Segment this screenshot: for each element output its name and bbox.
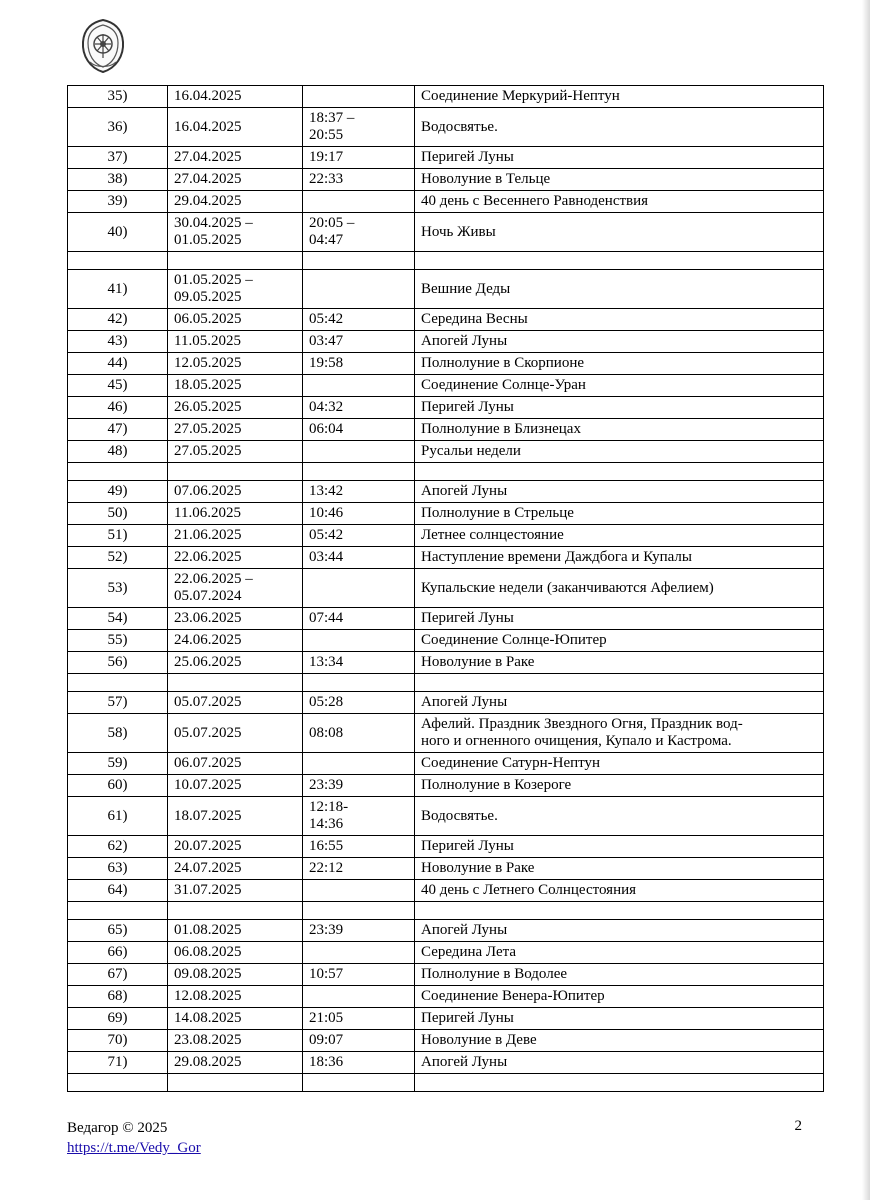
cell-number: 53) xyxy=(68,569,168,608)
cell-time: 13:34 xyxy=(303,652,415,674)
cell-event: Соединение Солнце-Уран xyxy=(415,375,824,397)
table-row xyxy=(68,608,824,630)
cell-number xyxy=(68,1074,168,1092)
cell-number: 58) xyxy=(68,714,168,753)
cell-date: 26.05.2025 xyxy=(168,397,303,419)
cell-date: 21.06.2025 xyxy=(168,525,303,547)
table-row xyxy=(68,525,824,547)
page-edge xyxy=(862,0,870,1200)
cell-event: Полнолуние в Близнецах xyxy=(415,419,824,441)
cell-event xyxy=(415,463,824,481)
cell-date: 18.07.2025 xyxy=(168,797,303,836)
cell-event: Апогей Луны xyxy=(415,481,824,503)
cell-event: Новолуние в Тельце xyxy=(415,169,824,191)
cell-number: 56) xyxy=(68,652,168,674)
cell-time xyxy=(303,569,415,608)
cell-number: 50) xyxy=(68,503,168,525)
cell-number: 54) xyxy=(68,608,168,630)
cell-date: 01.08.2025 xyxy=(168,920,303,942)
table-row xyxy=(68,630,824,652)
cell-date: 16.04.2025 xyxy=(168,108,303,147)
table-row xyxy=(68,331,824,353)
table-row xyxy=(68,964,824,986)
cell-time: 03:47 xyxy=(303,331,415,353)
cell-number: 69) xyxy=(68,1008,168,1030)
table-row xyxy=(68,920,824,942)
cell-date: 01.05.2025 – 09.05.2025 xyxy=(168,270,303,309)
cell-event: Новолуние в Раке xyxy=(415,652,824,674)
cell-date: 25.06.2025 xyxy=(168,652,303,674)
table-row xyxy=(68,353,824,375)
table-row xyxy=(68,714,824,753)
cell-event: Перигей Луны xyxy=(415,836,824,858)
cell-event: Ночь Живы xyxy=(415,213,824,252)
cell-event xyxy=(415,674,824,692)
table-row xyxy=(68,397,824,419)
cell-date: 16.04.2025 xyxy=(168,86,303,108)
table-row xyxy=(68,902,824,920)
table-row xyxy=(68,1030,824,1052)
cell-date xyxy=(168,252,303,270)
cell-event: Полнолуние в Водолее xyxy=(415,964,824,986)
cell-event: Наступление времени Даждбога и Купалы xyxy=(415,547,824,569)
cell-date: 07.06.2025 xyxy=(168,481,303,503)
cell-time: 22:33 xyxy=(303,169,415,191)
cell-number: 57) xyxy=(68,692,168,714)
cell-time xyxy=(303,270,415,309)
cell-time: 18:36 xyxy=(303,1052,415,1074)
cell-number: 51) xyxy=(68,525,168,547)
cell-date: 09.08.2025 xyxy=(168,964,303,986)
cell-time: 05:42 xyxy=(303,525,415,547)
cell-date: 14.08.2025 xyxy=(168,1008,303,1030)
cell-number: 59) xyxy=(68,753,168,775)
table-row xyxy=(68,775,824,797)
cell-number xyxy=(68,463,168,481)
cell-time: 04:32 xyxy=(303,397,415,419)
cell-date: 06.08.2025 xyxy=(168,942,303,964)
table-row xyxy=(68,86,824,108)
footer xyxy=(67,1118,201,1158)
cell-time: 05:42 xyxy=(303,309,415,331)
table-row xyxy=(68,169,824,191)
cell-time: 13:42 xyxy=(303,481,415,503)
cell-event: Перигей Луны xyxy=(415,397,824,419)
telegram-link[interactable]: https://t.me/Vedy_Gor xyxy=(67,1140,201,1156)
cell-event: Перигей Луны xyxy=(415,1008,824,1030)
cell-event xyxy=(415,252,824,270)
cell-number: 41) xyxy=(68,270,168,309)
cell-time: 22:12 xyxy=(303,858,415,880)
cell-date: 06.05.2025 xyxy=(168,309,303,331)
cell-time xyxy=(303,252,415,270)
table-row xyxy=(68,375,824,397)
cell-event: Соединение Меркурий-Нептун xyxy=(415,86,824,108)
table-row xyxy=(68,547,824,569)
cell-number: 38) xyxy=(68,169,168,191)
cell-number: 42) xyxy=(68,309,168,331)
cell-number: 70) xyxy=(68,1030,168,1052)
cell-number: 52) xyxy=(68,547,168,569)
table-row xyxy=(68,1052,824,1074)
table-row xyxy=(68,191,824,213)
cell-time: 03:44 xyxy=(303,547,415,569)
cell-event: Новолуние в Деве xyxy=(415,1030,824,1052)
cell-time xyxy=(303,902,415,920)
cell-event: Середина Весны xyxy=(415,309,824,331)
cell-time: 23:39 xyxy=(303,920,415,942)
cell-date xyxy=(168,1074,303,1092)
cell-date: 12.05.2025 xyxy=(168,353,303,375)
calendar-table xyxy=(67,85,824,1092)
table-row xyxy=(68,942,824,964)
cell-time: 19:17 xyxy=(303,147,415,169)
cell-number: 71) xyxy=(68,1052,168,1074)
cell-date: 12.08.2025 xyxy=(168,986,303,1008)
cell-time xyxy=(303,463,415,481)
cell-event: Полнолуние в Скорпионе xyxy=(415,353,824,375)
cell-time xyxy=(303,191,415,213)
cell-date: 23.08.2025 xyxy=(168,1030,303,1052)
cell-time: 10:57 xyxy=(303,964,415,986)
cell-number: 66) xyxy=(68,942,168,964)
cell-time xyxy=(303,375,415,397)
cell-number: 68) xyxy=(68,986,168,1008)
cell-date: 30.04.2025 – 01.05.2025 xyxy=(168,213,303,252)
footer-author: Ведагор © 2025 xyxy=(67,1120,168,1136)
cell-event: Соединение Солнце-Юпитер xyxy=(415,630,824,652)
table-row xyxy=(68,674,824,692)
table-row xyxy=(68,309,824,331)
cell-event: Соединение Сатурн-Нептун xyxy=(415,753,824,775)
table-row xyxy=(68,652,824,674)
table-row xyxy=(68,463,824,481)
cell-date: 29.08.2025 xyxy=(168,1052,303,1074)
cell-time xyxy=(303,674,415,692)
cell-date: 27.04.2025 xyxy=(168,147,303,169)
cell-number: 46) xyxy=(68,397,168,419)
cell-event: 40 день с Летнего Солнцестояния xyxy=(415,880,824,902)
cell-time xyxy=(303,86,415,108)
cell-event: Новолуние в Раке xyxy=(415,858,824,880)
cell-event: Перигей Луны xyxy=(415,147,824,169)
page-number: 2 xyxy=(794,1118,802,1134)
calendar-table-body xyxy=(68,86,824,1092)
table-row xyxy=(68,270,824,309)
cell-event xyxy=(415,1074,824,1092)
cell-event: Соединение Венера-Юпитер xyxy=(415,986,824,1008)
cell-date xyxy=(168,674,303,692)
cell-date xyxy=(168,902,303,920)
cell-number: 36) xyxy=(68,108,168,147)
cell-date: 27.05.2025 xyxy=(168,441,303,463)
cell-time xyxy=(303,986,415,1008)
table-row xyxy=(68,213,824,252)
table-row xyxy=(68,569,824,608)
table-row xyxy=(68,880,824,902)
table-row xyxy=(68,692,824,714)
cell-time xyxy=(303,753,415,775)
cell-time: 18:37 – 20:55 xyxy=(303,108,415,147)
cell-date: 31.07.2025 xyxy=(168,880,303,902)
cell-event: Афелий. Праздник Звездного Огня, Праздник вод- ного и огненного очищения, Купало и Кастрома. xyxy=(415,714,824,753)
cell-event xyxy=(415,902,824,920)
cell-time xyxy=(303,942,415,964)
cell-time: 19:58 xyxy=(303,353,415,375)
cell-date: 20.07.2025 xyxy=(168,836,303,858)
cell-time: 07:44 xyxy=(303,608,415,630)
cell-date: 23.06.2025 xyxy=(168,608,303,630)
cell-number: 55) xyxy=(68,630,168,652)
cell-event: Полнолуние в Козероге xyxy=(415,775,824,797)
cell-date: 24.07.2025 xyxy=(168,858,303,880)
cell-time xyxy=(303,880,415,902)
cell-number: 48) xyxy=(68,441,168,463)
cell-date xyxy=(168,463,303,481)
cell-date: 05.07.2025 xyxy=(168,692,303,714)
cell-event: Апогей Луны xyxy=(415,1052,824,1074)
cell-time: 08:08 xyxy=(303,714,415,753)
cell-date: 24.06.2025 xyxy=(168,630,303,652)
cell-date: 27.04.2025 xyxy=(168,169,303,191)
cell-number xyxy=(68,252,168,270)
cell-event: Водосвятье. xyxy=(415,797,824,836)
cell-time: 12:18- 14:36 xyxy=(303,797,415,836)
cell-number xyxy=(68,674,168,692)
cell-event: Апогей Луны xyxy=(415,331,824,353)
cell-number: 35) xyxy=(68,86,168,108)
cell-time: 05:28 xyxy=(303,692,415,714)
table-row xyxy=(68,252,824,270)
cell-date: 22.06.2025 xyxy=(168,547,303,569)
cell-time: 09:07 xyxy=(303,1030,415,1052)
cell-date: 27.05.2025 xyxy=(168,419,303,441)
cell-number: 37) xyxy=(68,147,168,169)
table-row xyxy=(68,441,824,463)
cell-number: 47) xyxy=(68,419,168,441)
cell-time xyxy=(303,1074,415,1092)
table-row xyxy=(68,419,824,441)
cell-number: 60) xyxy=(68,775,168,797)
cell-number: 45) xyxy=(68,375,168,397)
table-row xyxy=(68,836,824,858)
cell-number: 67) xyxy=(68,964,168,986)
cell-number: 40) xyxy=(68,213,168,252)
cell-time xyxy=(303,630,415,652)
cell-number: 64) xyxy=(68,880,168,902)
table-row xyxy=(68,108,824,147)
cell-event: Русальи недели xyxy=(415,441,824,463)
cell-time: 06:04 xyxy=(303,419,415,441)
cell-time: 16:55 xyxy=(303,836,415,858)
table-row xyxy=(68,753,824,775)
cell-date: 18.05.2025 xyxy=(168,375,303,397)
table-row xyxy=(68,858,824,880)
cell-event: Полнолуние в Стрельце xyxy=(415,503,824,525)
cell-event: Середина Лета xyxy=(415,942,824,964)
cell-number: 65) xyxy=(68,920,168,942)
cell-number: 49) xyxy=(68,481,168,503)
cell-date: 22.06.2025 – 05.07.2024 xyxy=(168,569,303,608)
table-row xyxy=(68,1008,824,1030)
cell-time: 10:46 xyxy=(303,503,415,525)
cell-number: 63) xyxy=(68,858,168,880)
cell-event: Купальские недели (заканчиваются Афелием) xyxy=(415,569,824,608)
cell-event: Апогей Луны xyxy=(415,920,824,942)
emblem-logo-icon xyxy=(80,18,126,74)
table-row xyxy=(68,986,824,1008)
cell-number: 39) xyxy=(68,191,168,213)
cell-time xyxy=(303,441,415,463)
cell-date: 10.07.2025 xyxy=(168,775,303,797)
cell-event: Апогей Луны xyxy=(415,692,824,714)
cell-number: 43) xyxy=(68,331,168,353)
cell-date: 11.06.2025 xyxy=(168,503,303,525)
table-row xyxy=(68,1074,824,1092)
cell-date: 29.04.2025 xyxy=(168,191,303,213)
cell-date: 06.07.2025 xyxy=(168,753,303,775)
table-row xyxy=(68,797,824,836)
cell-time: 23:39 xyxy=(303,775,415,797)
table-row xyxy=(68,503,824,525)
cell-event: Летнее солнцестояние xyxy=(415,525,824,547)
cell-number xyxy=(68,902,168,920)
cell-number: 61) xyxy=(68,797,168,836)
cell-time: 20:05 – 04:47 xyxy=(303,213,415,252)
cell-event: 40 день с Весеннего Равноденствия xyxy=(415,191,824,213)
table-row xyxy=(68,481,824,503)
cell-date: 05.07.2025 xyxy=(168,714,303,753)
cell-date: 11.05.2025 xyxy=(168,331,303,353)
cell-time: 21:05 xyxy=(303,1008,415,1030)
cell-event: Перигей Луны xyxy=(415,608,824,630)
cell-event: Вешние Деды xyxy=(415,270,824,309)
cell-event: Водосвятье. xyxy=(415,108,824,147)
table-row xyxy=(68,147,824,169)
cell-number: 62) xyxy=(68,836,168,858)
cell-number: 44) xyxy=(68,353,168,375)
